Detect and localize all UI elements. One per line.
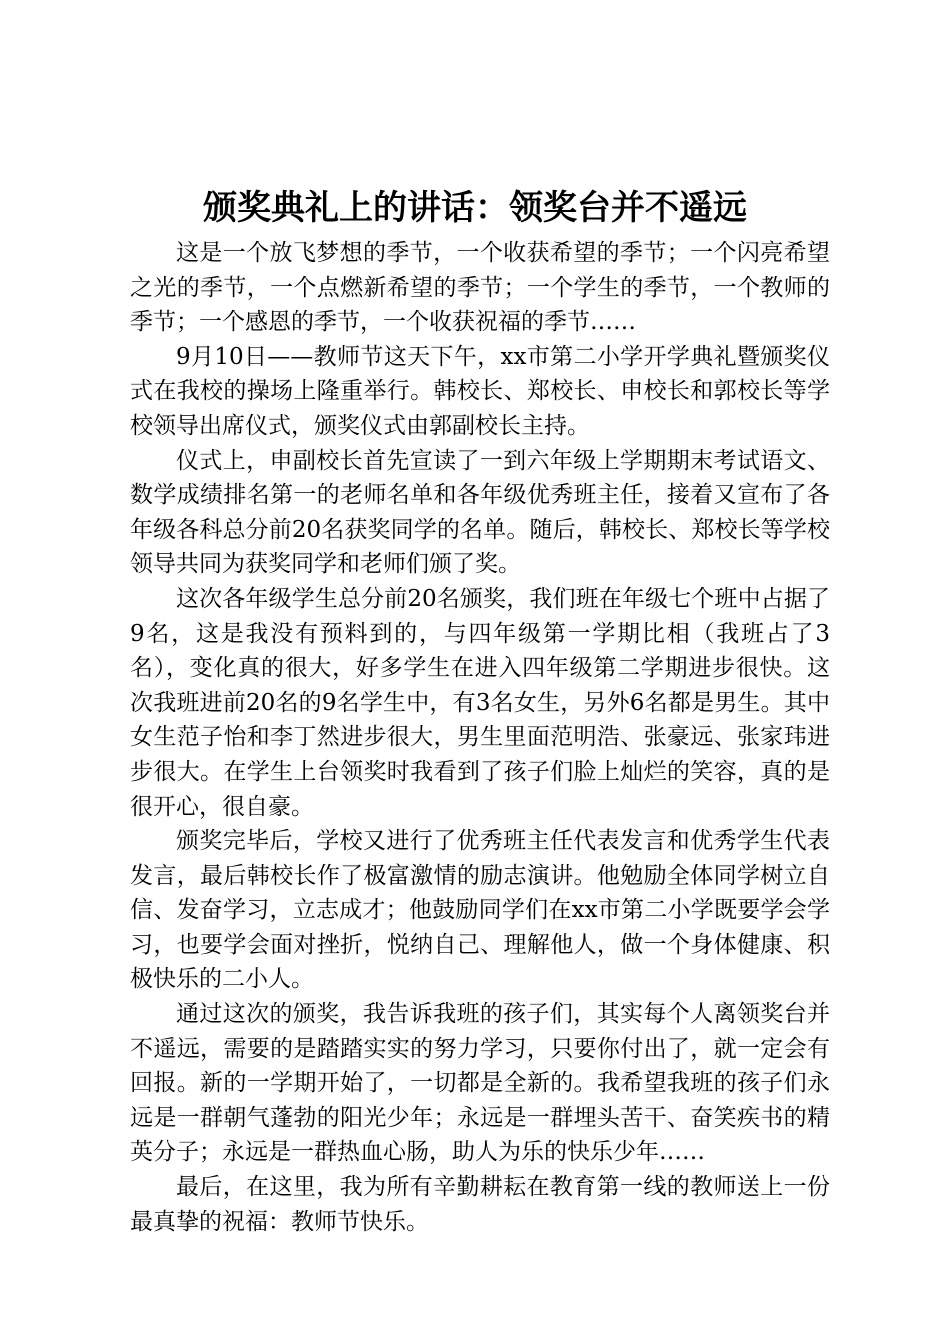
paragraph: 这次各年级学生总分前20名颁奖，我们班在年级七个班中占据了9名，这是我没有预料到的，与四年级第一学期比相（我班占了3名），变化真的很大，好多学生在进入四年级第二学期进步很快。这次我班进前20名的9名学生中，有3名女生，另外6名都是男生。其中女生范子怡和李丁然进步很大，男生里面范明浩、张豪远、张家玮进步很大。在学生上台领奖时我看到了孩子们脸上灿烂的笑容，真的是很开心，很自豪。 [130,585,830,820]
paragraph: 这是一个放飞梦想的季节，一个收获希望的季节；一个闪亮希望之光的季节，一个点燃新希望的季节；一个学生的季节，一个教师的季节；一个感恩的季节，一个收获祝福的季节…… [130,240,830,336]
document-body [130,236,830,1239]
document-title: 颁奖典礼上的讲话：领奖台并不遥远 [203,188,747,228]
paragraph: 仪式上，申副校长首先宣读了一到六年级上学期期末考试语文、数学成绩排名第一的老师名单和各年级优秀班主任，接着又宣布了各年级各科总分前20名获奖同学的名单。随后，韩校长、郑校长等学校领导共同为获奖同学和老师们颁了奖。 [130,447,830,578]
paragraph: 最后，在这里，我为所有辛勤耕耘在教育第一线的教师送上一份最真挚的祝福：教师节快乐。 [130,1174,830,1235]
paragraph: 9月10日——教师节这天下午，xx市第二小学开学典礼暨颁奖仪式在我校的操场上隆重举行。韩校长、郑校长、申校长和郭校长等学校领导出席仪式，颁奖仪式由郭副校长主持。 [130,343,830,439]
paragraph: 颁奖完毕后，学校又进行了优秀班主任代表发言和优秀学生代表发言，最后韩校长作了极富激情的励志演讲。他勉励全体同学树立自信、发奋学习，立志成才；他鼓励同学们在xx市第二小学既要学会学习，也要学会面对挫折，悦纳自己、理解他人，做一个身体健康、积极快乐的二小人。 [130,828,830,993]
paragraph: 通过这次的颁奖，我告诉我班的孩子们，其实每个人离领奖台并不遥远，需要的是踏踏实实的努力学习，只要你付出了，就一定会有回报。新的一学期开始了，一切都是全新的。我希望我班的孩子们永远是一群朝气蓬勃的阳光少年；永远是一群埋头苦干、奋笑疾书的精英分子；永远是一群热血心肠，助人为乐的快乐少年…… [130,1001,830,1166]
